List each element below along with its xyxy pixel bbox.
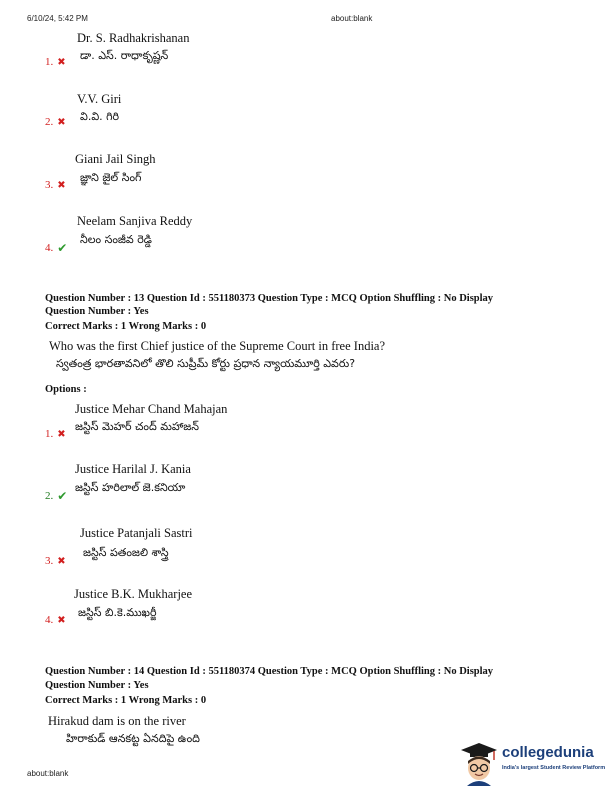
option-number: 3. ✖ (45, 179, 66, 191)
option-text-en: V.V. Giri (77, 92, 122, 106)
question-display: Question Number : Yes (45, 680, 149, 691)
option-text-te: జస్టిస్ బి.కె.ముఖర్జీ (78, 606, 157, 619)
check-mark-icon: ✔ (57, 489, 68, 503)
option-text-te: నీలం సంజీవ రెడ్డి (80, 233, 152, 246)
question-meta: Question Number : 14 Question Id : 551180374 Question Type : MCQ Option Shuffling : No Display (45, 666, 494, 677)
option-text-en: Neelam Sanjiva Reddy (77, 214, 193, 228)
question-text-te: హిరాకుడ్ ఆనకట్ట ఏనదిపై ఉంది (66, 732, 200, 745)
option-text-te: వి.వి. గిరి (80, 110, 120, 123)
collegedunia-logo (458, 740, 608, 788)
question-marks: Correct Marks : 1 Wrong Marks : 0 (45, 321, 207, 332)
student-mascot-icon (458, 740, 500, 786)
option-text-en: Justice Patanjali Sastri (80, 526, 193, 540)
question-text-en: Hirakud dam is on the river (48, 714, 186, 728)
option-text-te: జస్టిస్ పతంజలి శాస్త్రి (83, 546, 169, 559)
cross-mark-icon: ✖ (57, 614, 66, 626)
options-label: Options : (45, 384, 87, 395)
option-text-te: జ్ఞాని జైల్ సింగ్ (80, 171, 142, 184)
option-text-en: Justice Harilal J. Kania (75, 462, 191, 476)
option-number: 2. ✔ (45, 489, 68, 503)
option-text-te: జస్టిస్ హరిలాల్ జె.కనియా (75, 481, 186, 494)
option-number: 1. ✖ (45, 428, 66, 440)
option-number: 2. ✖ (45, 116, 66, 128)
option-number: 4. ✖ (45, 614, 66, 626)
cross-mark-icon: ✖ (57, 56, 66, 68)
question-display: Question Number : Yes (45, 306, 149, 317)
option-text-en: Justice B.K. Mukharjee (74, 587, 193, 601)
option-number: 4. ✔ (45, 241, 68, 255)
cross-mark-icon: ✖ (57, 116, 66, 128)
question-marks: Correct Marks : 1 Wrong Marks : 0 (45, 695, 207, 706)
question-meta: Question Number : 13 Question Id : 551180373 Question Type : MCQ Option Shuffling : No Display (45, 293, 494, 304)
option-text-en: Dr. S. Radhakrishanan (77, 31, 190, 45)
print-timestamp: 6/10/24, 5:42 PM (27, 14, 88, 23)
option-number: 3. ✖ (45, 555, 66, 567)
option-number: 1. ✖ (45, 56, 66, 68)
option-text-te: జస్టిస్ మెహర్ చంద్ మహాజన్ (75, 420, 199, 433)
print-url: about:blank (331, 14, 373, 23)
brand-name: collegedunia (502, 744, 594, 761)
question-text-te: స్వతంత్ర భారతావనిలో తొలి సుప్రీమ్ కోర్టు ప్రధాన న్యాయమూర్తి ఎవరు? (56, 357, 356, 370)
check-mark-icon: ✔ (57, 241, 68, 255)
cross-mark-icon: ✖ (57, 179, 66, 191)
print-footer-url: about:blank (27, 769, 69, 778)
option-text-en: Giani Jail Singh (75, 152, 156, 166)
cross-mark-icon: ✖ (57, 555, 66, 567)
question-text-en: Who was the first Chief justice of the Supreme Court in free India? (49, 339, 386, 353)
option-text-te: డా. ఎస్. రాధాకృష్ణన్ (80, 49, 169, 62)
brand-tagline: India's largest Student Review Platform (502, 765, 606, 771)
option-text-en: Justice Mehar Chand Mahajan (75, 402, 228, 416)
cross-mark-icon: ✖ (57, 428, 66, 440)
